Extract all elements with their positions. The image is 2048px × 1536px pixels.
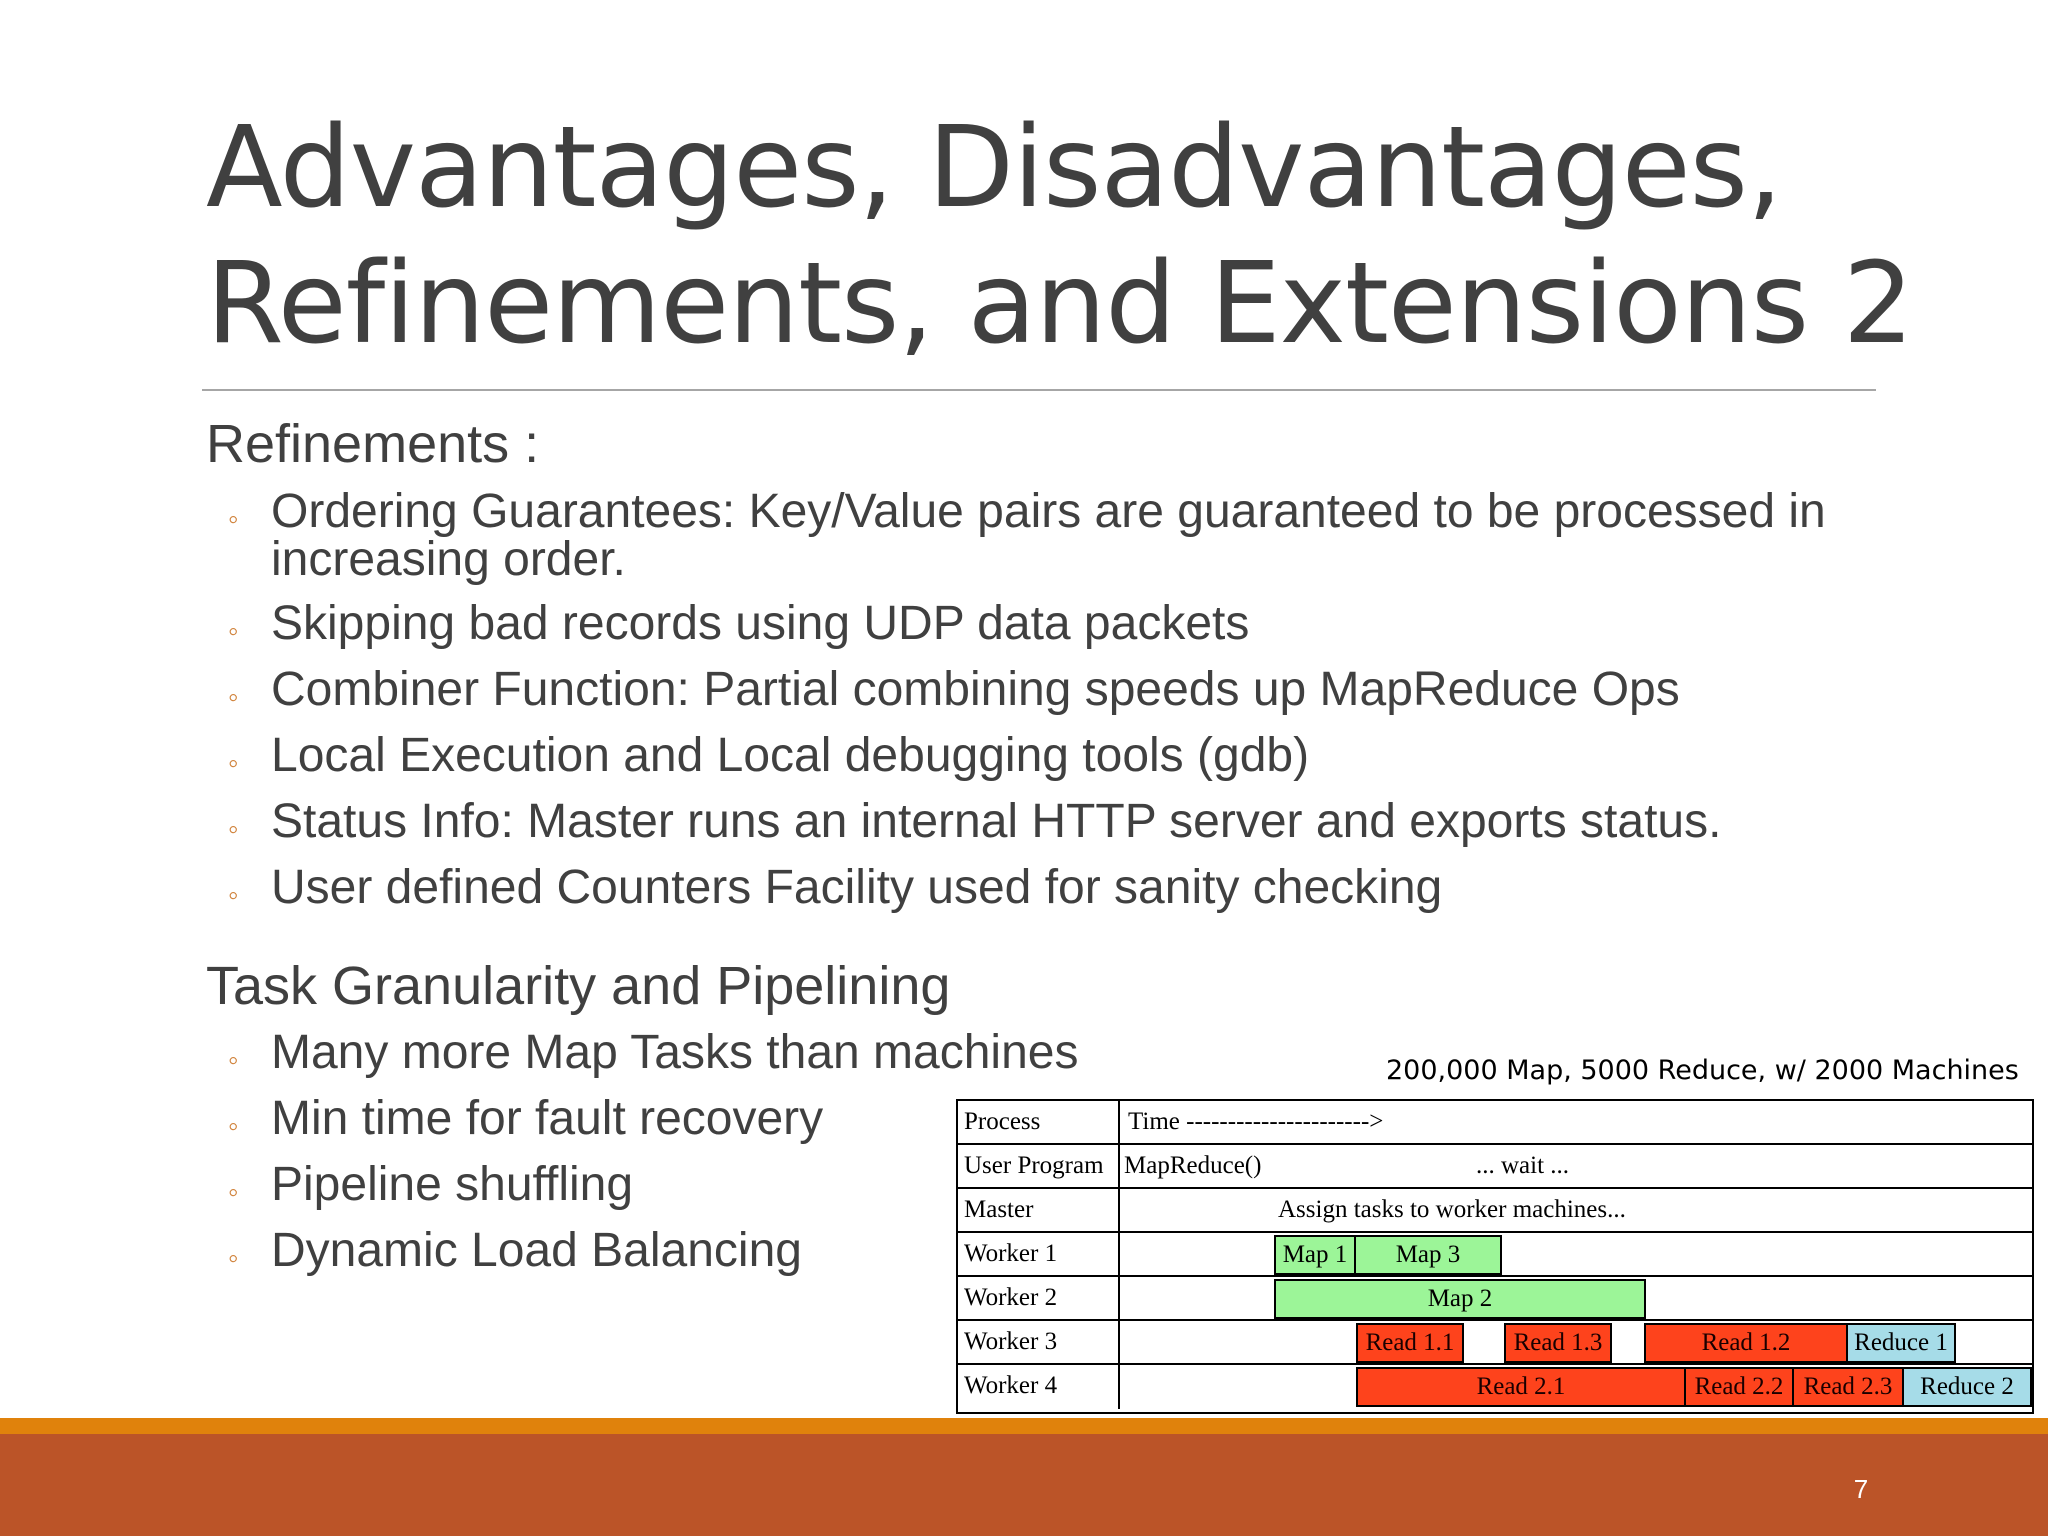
- timeline-row-master: [958, 1189, 2032, 1233]
- refinements-list: [228, 485, 1888, 914]
- list-item: ◦ Status Info: Master runs an internal HTTP server and exports status.: [228, 798, 1888, 846]
- timeline-row-label: User Program: [958, 1145, 1120, 1187]
- timeline-block-map: Map 1: [1274, 1235, 1356, 1275]
- footer-accent-stripe: [0, 1418, 2048, 1434]
- timeline-block-read: Read 2.1: [1356, 1367, 1686, 1407]
- timeline-row-label: Worker 2: [958, 1277, 1120, 1319]
- timeline-block-reduce: Reduce 1: [1846, 1323, 1956, 1363]
- timeline-block-read: Read 2.2: [1684, 1367, 1794, 1407]
- section-heading-task-granularity: Task Granularity and Pipelining: [206, 956, 951, 1016]
- section-heading-refinements: Refinements :: [206, 414, 540, 474]
- timeline-row-label: Worker 3: [958, 1321, 1120, 1363]
- list-item: ◦ Skipping bad records using UDP data packets: [228, 600, 1888, 648]
- timeline-block-reduce: Reduce 2: [1902, 1367, 2032, 1407]
- timeline-row-label: Master: [958, 1189, 1120, 1231]
- timeline-row-label: Worker 4: [958, 1365, 1120, 1409]
- list-item: ◦ Combiner Function: Partial combining speeds up MapReduce Ops: [228, 666, 1888, 714]
- timeline-block-read: Read 1.3: [1504, 1323, 1612, 1363]
- bullet-marker-icon: ◦: [228, 879, 239, 912]
- slide-title-line-2: Refinements, and Extensions 2: [206, 239, 1913, 369]
- bullet-marker-icon: ◦: [228, 747, 239, 780]
- timeline-block-map: Map 2: [1274, 1279, 1646, 1319]
- timeline-block-read: Read 2.3: [1792, 1367, 1904, 1407]
- list-item: ◦ Local Execution and Local debugging tools (gdb): [228, 732, 1888, 780]
- bullet-marker-icon: ◦: [228, 1242, 239, 1275]
- timeline-text: MapReduce(): [1124, 1152, 1262, 1179]
- slide-number: 7: [1853, 1474, 1869, 1504]
- list-item: ◦ Dynamic Load Balancing: [228, 1227, 1168, 1275]
- timeline-block-read: Read 1.2: [1644, 1323, 1848, 1363]
- timeline-header-time: Time ---------------------->: [1128, 1108, 1384, 1135]
- list-item: ◦ Min time for fault recovery: [228, 1095, 1168, 1143]
- title-divider: [202, 389, 1876, 391]
- timeline-row-worker-3: [958, 1321, 2032, 1365]
- timeline-block-read: Read 1.1: [1356, 1323, 1464, 1363]
- timeline-text: Assign tasks to worker machines...: [1278, 1196, 1626, 1223]
- timeline-header-row: [958, 1101, 2032, 1145]
- footer-band: [0, 1434, 2048, 1536]
- list-item: ◦ Pipeline shuffling: [228, 1161, 1168, 1209]
- timeline-row-worker-4: [958, 1365, 2032, 1409]
- figure-caption: 200,000 Map, 5000 Reduce, w/ 2000 Machines: [1386, 1055, 2019, 1086]
- list-item: ◦ Many more Map Tasks than machines: [228, 1029, 1168, 1077]
- timeline-row-worker-2: [958, 1277, 2032, 1321]
- list-item: ◦ Ordering Guarantees: Key/Value pairs are guaranteed to be processed in increasing order.: [228, 485, 1826, 586]
- bullet-marker-icon: ◦: [228, 1110, 239, 1143]
- timeline-text: ... wait ...: [1476, 1152, 1570, 1179]
- bullet-marker-icon: ◦: [228, 681, 239, 714]
- timeline-header-process: Process: [958, 1101, 1120, 1143]
- mapreduce-timeline-figure: [956, 1099, 2034, 1414]
- slide-title: [206, 100, 1913, 372]
- bullet-marker-icon: ◦: [228, 1044, 239, 1077]
- timeline-row-user-program: [958, 1145, 2032, 1189]
- timeline-row-worker-1: [958, 1233, 2032, 1277]
- bullet-marker-icon: ◦: [228, 503, 239, 536]
- slide-title-line-1: Advantages, Disadvantages,: [206, 103, 1782, 233]
- timeline-block-map: Map 3: [1354, 1235, 1502, 1275]
- bullet-marker-icon: ◦: [228, 813, 239, 846]
- bullet-marker-icon: ◦: [228, 615, 239, 648]
- list-item: ◦ User defined Counters Facility used for sanity checking: [228, 864, 1888, 912]
- timeline-row-label: Worker 1: [958, 1233, 1120, 1275]
- bullet-marker-icon: ◦: [228, 1176, 239, 1209]
